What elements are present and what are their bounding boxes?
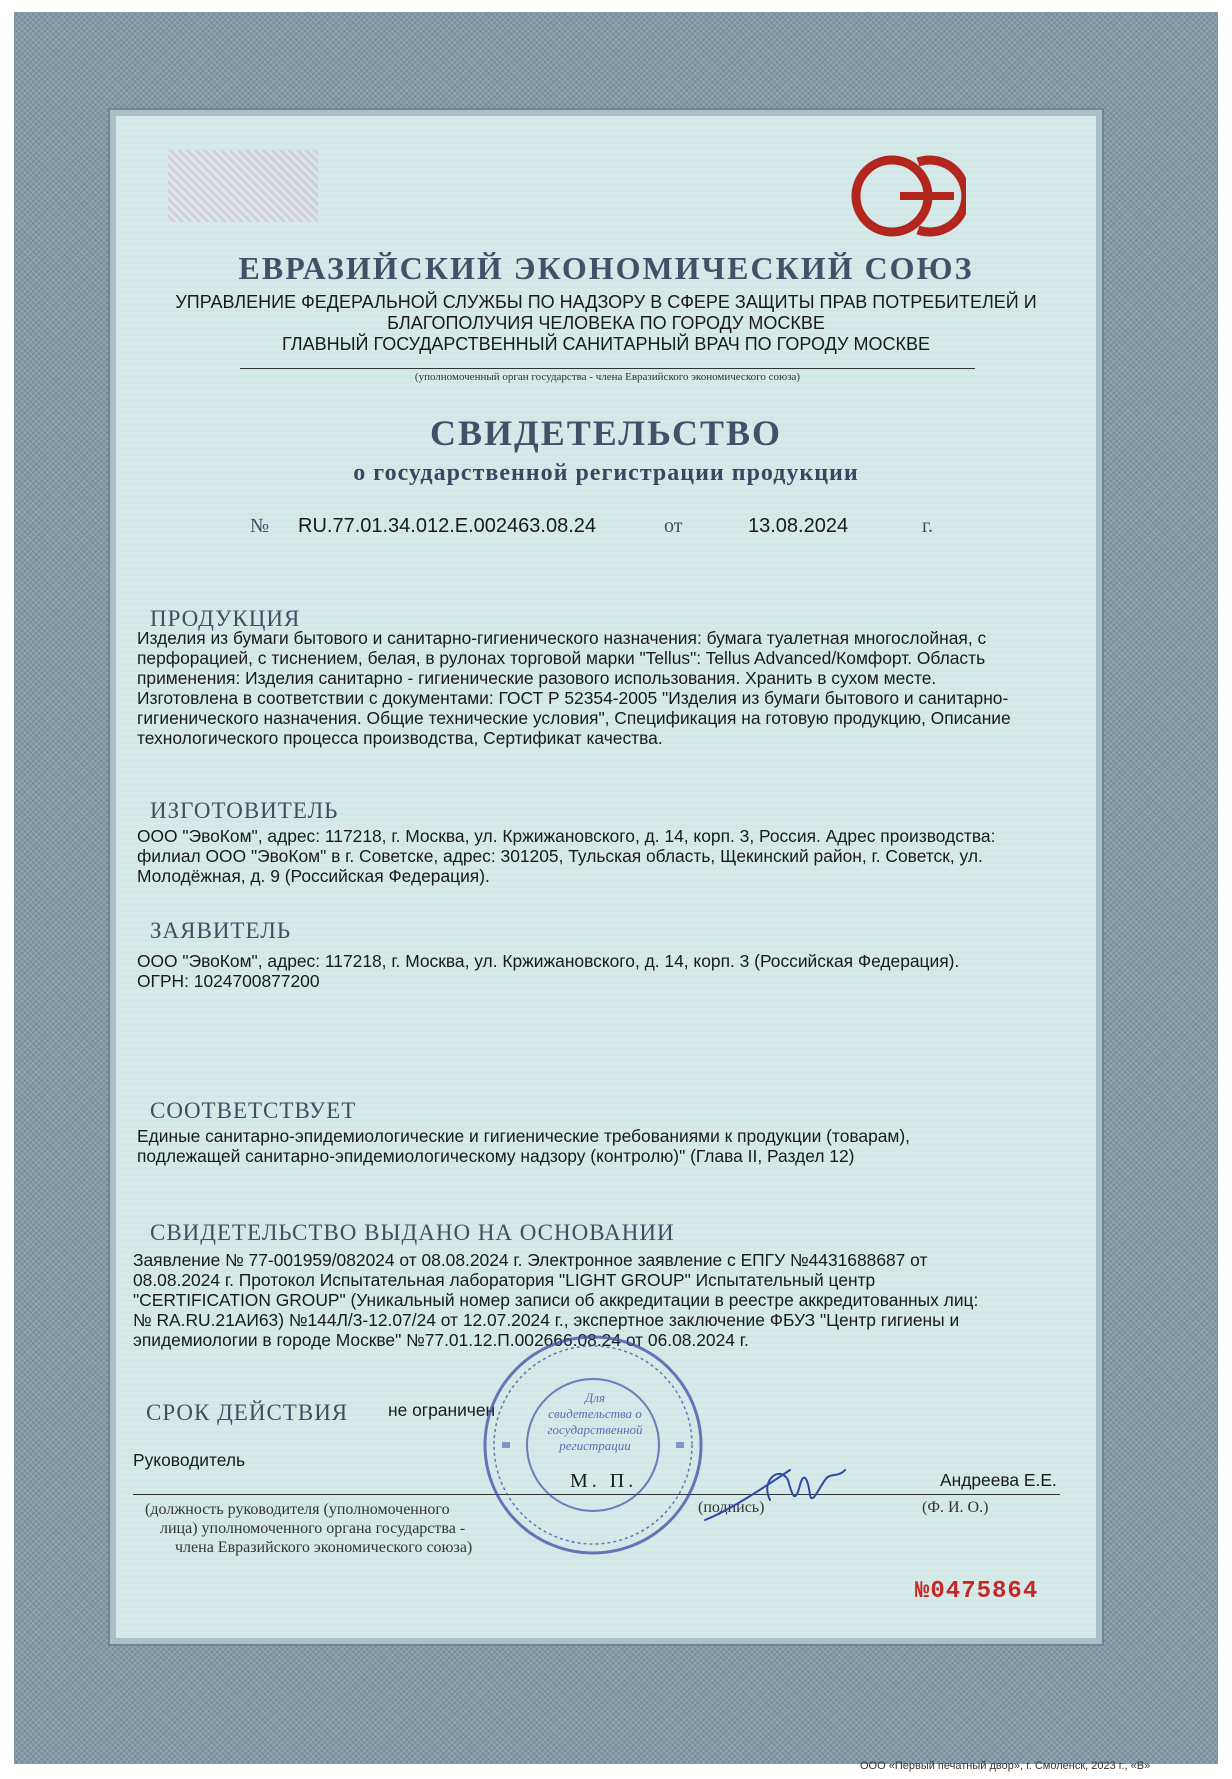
- printer-note: ООО «Первый печатный двор», г. Смоленск, 2023 г., «В»: [860, 1760, 1151, 1772]
- text-line: № RA.RU.21АИ63) №144Л/3-12.07/24 от 12.07.2024 г., экспертное заключение ФБУЗ "Центр гигиены и: [133, 1310, 960, 1330]
- text-line: Молодёжная, д. 9 (Российская Федерация).: [137, 866, 490, 886]
- applicant-heading: ЗАЯВИТЕЛЬ: [150, 918, 292, 943]
- product-heading: ПРОДУКЦИЯ: [150, 606, 301, 631]
- name-caption: (Ф. И. О.): [922, 1499, 989, 1516]
- agency-line: УПРАВЛЕНИЕ ФЕДЕРАЛЬНОЙ СЛУЖБЫ ПО НАДЗОРУ В СФЕРЕ ЗАЩИТЫ ПРАВ ПОТРЕБИТЕЛЕЙ И: [175, 292, 1037, 312]
- position-caption: (должность руководителя (уполномоченного лица) уполномоченного органа государства - члена Евразийского экономического союза): [145, 1501, 473, 1556]
- signer-position: Руководитель: [133, 1450, 246, 1470]
- union-title: ЕВРАЗИЙСКИЙ ЭКОНОМИЧЕСКИЙ СОЮЗ: [238, 250, 974, 286]
- text-line: 08.08.2024 г. Протокол Испытательная лаборатория "LIGHT GROUP" Испытательный центр: [133, 1270, 876, 1290]
- number-label: №: [250, 515, 270, 537]
- conformity-text: [137, 1126, 910, 1166]
- text-line: перфорацией, с тиснением, белая, в рулонах торговой марки "Tellus": Tellus Advanced/Комфорт. Область: [137, 648, 986, 668]
- agency-name: [140, 292, 1072, 355]
- text-line: Заявление № 77-001959/082024 от 08.08.2024 г. Электронное заявление с ЕПГУ №4431688687 от: [133, 1250, 928, 1270]
- manufacturer-heading: ИЗГОТОВИТЕЛЬ: [150, 798, 339, 823]
- eac-mark-icon: [848, 152, 966, 240]
- text-line: ООО "ЭвоКом", адрес: 117218, г. Москва, ул. Кржижановского, д. 14, корп. 3 (Российская Федерация).: [137, 951, 960, 971]
- stamp-mp: М. П.: [570, 1470, 638, 1492]
- handwritten-signature: [700, 1440, 850, 1530]
- validity-heading: СРОК ДЕЙСТВИЯ: [146, 1400, 349, 1425]
- text-line: гигиенического назначения. Общие технические условия", Спецификация на готовую продукцию, Описание: [137, 708, 1011, 728]
- registration-number: RU.77.01.34.012.Е.002463.08.24: [298, 515, 597, 537]
- document-subtitle: о государственной регистрации продукции: [353, 460, 859, 486]
- manufacturer-text: [137, 826, 995, 886]
- text-line: технологического процесса производства, Сертификат качества.: [137, 728, 663, 748]
- conformity-heading: СООТВЕТСТВУЕТ: [150, 1098, 357, 1123]
- hologram-sticker: [168, 150, 318, 222]
- validity-value: не ограничен: [388, 1400, 496, 1420]
- year-suffix: г.: [922, 515, 933, 537]
- signer-name: Андреева Е.Е.: [940, 1470, 1057, 1490]
- stamp-inner-text: Для свидетельства о государственной регистрации: [547, 1390, 643, 1453]
- authority-note: (уполномоченный орган государства - члена Евразийского экономического союза): [414, 371, 801, 383]
- basis-heading: СВИДЕТЕЛЬСТВО ВЫДАНО НА ОСНОВАНИИ: [150, 1220, 675, 1245]
- registration-date: 13.08.2024: [748, 515, 849, 537]
- text-line: ОГРН: 1024700877200: [137, 971, 320, 991]
- document-title: СВИДЕТЕЛЬСТВО: [429, 413, 783, 453]
- divider: [240, 368, 975, 369]
- agency-line: БЛАГОПОЛУЧИЯ ЧЕЛОВЕКА ПО ГОРОДУ МОСКВЕ: [387, 313, 825, 333]
- text-line: эпидемиологии в городе Москве" №77.01.12.П.002666.08.24 от 06.08.2024 г.: [133, 1330, 749, 1350]
- agency-line: ГЛАВНЫЙ ГОСУДАРСТВЕННЫЙ САНИТАРНЫЙ ВРАЧ ПО ГОРОДУ МОСКВЕ: [282, 334, 930, 354]
- text-line: Изделия из бумаги бытового и санитарно-гигиенического назначения: бумага туалетная многослойная, с: [137, 628, 987, 648]
- signature-caption: (подпись): [698, 1499, 765, 1516]
- text-line: подлежащей санитарно-эпидемиологическому надзору (контролю)" (Глава II, Раздел 12): [137, 1146, 855, 1166]
- text-line: ООО "ЭвоКом", адрес: 117218, г. Москва, ул. Кржижановского, д. 14, корп. 3, Россия. Адрес производства:: [137, 826, 996, 846]
- text-line: "CERTIFICATION GROUP" (Уникальный номер записи об аккредитации в реестре аккредитованных лиц:: [133, 1290, 979, 1310]
- form-serial-number: №0475864: [915, 1578, 1039, 1605]
- date-label: от: [664, 515, 683, 537]
- text-line: филиал ООО "ЭвоКом" в г. Советске, адрес: 301205, Тульская область, Щекинский район, г. Советск, ул.: [137, 846, 983, 866]
- product-text: [137, 628, 1011, 748]
- text-line: Изготовлена в соответствии с документами: ГОСТ Р 52354-2005 "Изделия из бумаги бытового и санитарно-: [137, 688, 1009, 708]
- text-line: Единые санитарно-эпидемиологические и гигиенические требованиями к продукции (товарам),: [137, 1126, 911, 1146]
- applicant-text: [137, 951, 959, 991]
- text-line: применения: Изделия санитарно - гигиенические разового использования. Хранить в сухом месте.: [137, 668, 937, 688]
